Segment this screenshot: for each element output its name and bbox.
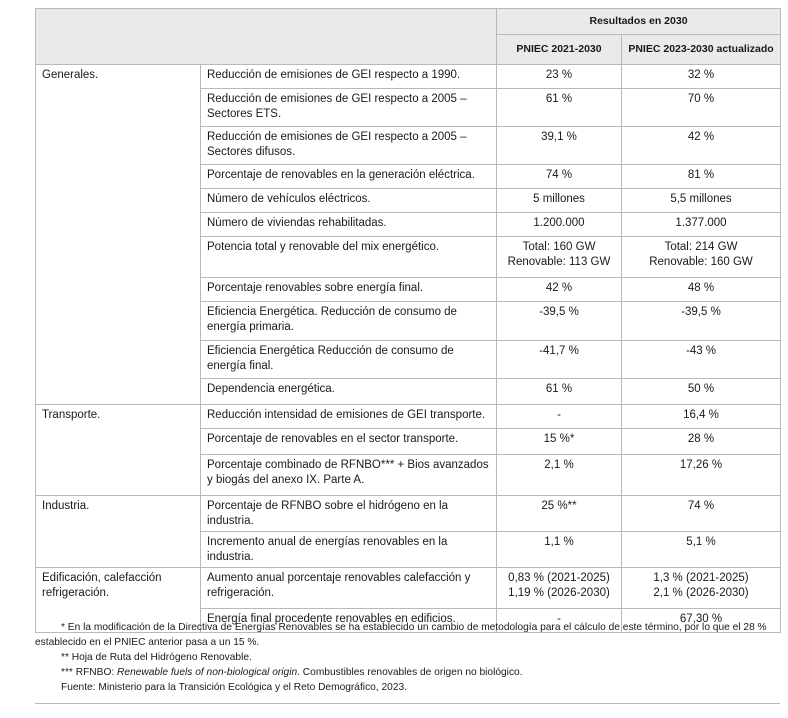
value-2021-cell: 74 %: [497, 165, 622, 189]
value-2023-cell: 74 %: [622, 496, 781, 532]
value-2023-cell: 16,4 %: [622, 405, 781, 429]
value-2023-cell: -39,5 %: [622, 302, 781, 341]
table-row: [36, 405, 781, 429]
results-table-container: [35, 8, 780, 633]
value-2023-cell: 67,30 %: [622, 609, 781, 633]
value-2021-cell: 25 %**: [497, 496, 622, 532]
bottom-rule: [35, 703, 780, 704]
footnote-rfnbo-english: Renewable fuels of non-biological origin: [117, 667, 298, 678]
indicator-cell: Reducción intensidad de emisiones de GEI transporte.: [201, 405, 497, 429]
indicator-cell: Energía final procedente renovables en edificios.: [201, 609, 497, 633]
table-footnotes: [35, 620, 780, 695]
indicator-cell: Porcentaje renovables sobre energía final.: [201, 278, 497, 302]
indicator-cell: Porcentaje de renovables en el sector transporte.: [201, 429, 497, 455]
header-results-2030: Resultados en 2030: [497, 9, 781, 35]
category-cell: Edificación, calefacción refrigeración.: [36, 568, 201, 633]
value-period-1: 1,3 % (2021-2025): [653, 572, 749, 584]
value-2023-cell: 42 %: [622, 127, 781, 165]
value-2023-cell: 28 %: [622, 429, 781, 455]
indicator-cell: Dependencia energética.: [201, 379, 497, 405]
value-2021-cell: 61 %: [497, 379, 622, 405]
value-2021-cell: 2,1 %: [497, 455, 622, 496]
value-2021-cell: 61 %: [497, 89, 622, 127]
source-note: Fuente: Ministerio para la Transición Ecológica y el Reto Demográfico, 2023.: [61, 682, 407, 693]
value-2021-cell: 42 %: [497, 278, 622, 302]
indicator-cell: Reducción de emisiones de GEI respecto a 2005 – Sectores ETS.: [201, 89, 497, 127]
value-2023-cell: 81 %: [622, 165, 781, 189]
header-empty-cell: [36, 9, 497, 65]
value-2023-cell: 5,5 millones: [622, 189, 781, 213]
value-2021-cell: 1,1 %: [497, 532, 622, 568]
footnote-hydrogen-roadmap: ** Hoja de Ruta del Hidrógeno Renovable.: [61, 652, 252, 663]
value-2021-cell: -39,5 %: [497, 302, 622, 341]
pniec-results-table: [35, 8, 781, 633]
indicator-cell: Reducción de emisiones de GEI respecto a 2005 – Sectores difusos.: [201, 127, 497, 165]
value-2023-cell: 32 %: [622, 65, 781, 89]
value-total: Total: 160 GW: [522, 241, 596, 253]
value-2021-cell: 23 %: [497, 65, 622, 89]
indicator-cell: Porcentaje de RFNBO sobre el hidrógeno en la industria.: [201, 496, 497, 532]
value-2021-cell: [497, 237, 622, 278]
indicator-cell: Incremento anual de energías renovables en la industria.: [201, 532, 497, 568]
category-cell: Generales.: [36, 65, 201, 405]
category-cell: Transporte.: [36, 405, 201, 496]
indicator-cell: Porcentaje combinado de RFNBO*** + Bios avanzados y biogás del anexo IX. Parte A.: [201, 455, 497, 496]
indicator-cell: Eficiencia Energética Reducción de consumo de energía final.: [201, 341, 497, 379]
value-2023-cell: 50 %: [622, 379, 781, 405]
value-2023-cell: [622, 568, 781, 609]
indicator-cell: Porcentaje de renovables en la generación eléctrica.: [201, 165, 497, 189]
value-2023-cell: 1.377.000: [622, 213, 781, 237]
table-row: [36, 568, 781, 609]
header-col-pniec-2021: PNIEC 2021-2030: [497, 35, 622, 65]
value-2021-cell: -: [497, 405, 622, 429]
indicator-cell: Número de vehículos eléctricos.: [201, 189, 497, 213]
value-2021-cell: 39,1 %: [497, 127, 622, 165]
indicator-cell: Aumento anual porcentaje renovables calefacción y refrigeración.: [201, 568, 497, 609]
indicator-cell: Número de viviendas rehabilitadas.: [201, 213, 497, 237]
value-2021-cell: -: [497, 609, 622, 633]
value-period-1: 0,83 % (2021-2025): [508, 572, 610, 584]
indicator-cell: Potencia total y renovable del mix energético.: [201, 237, 497, 278]
value-period-2: 2,1 % (2026-2030): [653, 586, 749, 599]
footnote-rfnbo-spanish: . Combustibles renovables de origen no biológico.: [297, 667, 523, 678]
value-2021-cell: 15 %*: [497, 429, 622, 455]
value-2021-cell: 5 millones: [497, 189, 622, 213]
value-2023-cell: 48 %: [622, 278, 781, 302]
indicator-cell: Reducción de emisiones de GEI respecto a 1990.: [201, 65, 497, 89]
value-2023-cell: -43 %: [622, 341, 781, 379]
value-period-2: 1,19 % (2026-2030): [508, 586, 610, 599]
footnote-rfnbo: [35, 665, 780, 680]
value-2021-cell: 1.200.000: [497, 213, 622, 237]
value-2023-cell: 70 %: [622, 89, 781, 127]
value-total: Total: 214 GW: [664, 241, 738, 253]
value-renewable: Renovable: 160 GW: [649, 255, 753, 268]
value-2023-cell: 5,1 %: [622, 532, 781, 568]
category-cell: Industria.: [36, 496, 201, 568]
value-2021-cell: -41,7 %: [497, 341, 622, 379]
footnote-rfnbo-prefix: *** RFNBO:: [61, 667, 118, 678]
footnote-methodology: * En la modificación de la Directiva de Energías Renovables se ha establecido un cambio de metodología para el cálculo de este término, por lo que el 28 % establecido en el PNIEC anterior pasa a un 15 %.: [35, 622, 767, 648]
value-2021-cell: [497, 568, 622, 609]
value-2023-cell: [622, 237, 781, 278]
value-2023-cell: 17,26 %: [622, 455, 781, 496]
table-row: [36, 496, 781, 532]
value-renewable: Renovable: 113 GW: [507, 255, 611, 268]
indicator-cell: Eficiencia Energética. Reducción de consumo de energía primaria.: [201, 302, 497, 341]
table-row: [36, 65, 781, 89]
header-col-pniec-2023: PNIEC 2023-2030 actualizado: [622, 35, 781, 65]
